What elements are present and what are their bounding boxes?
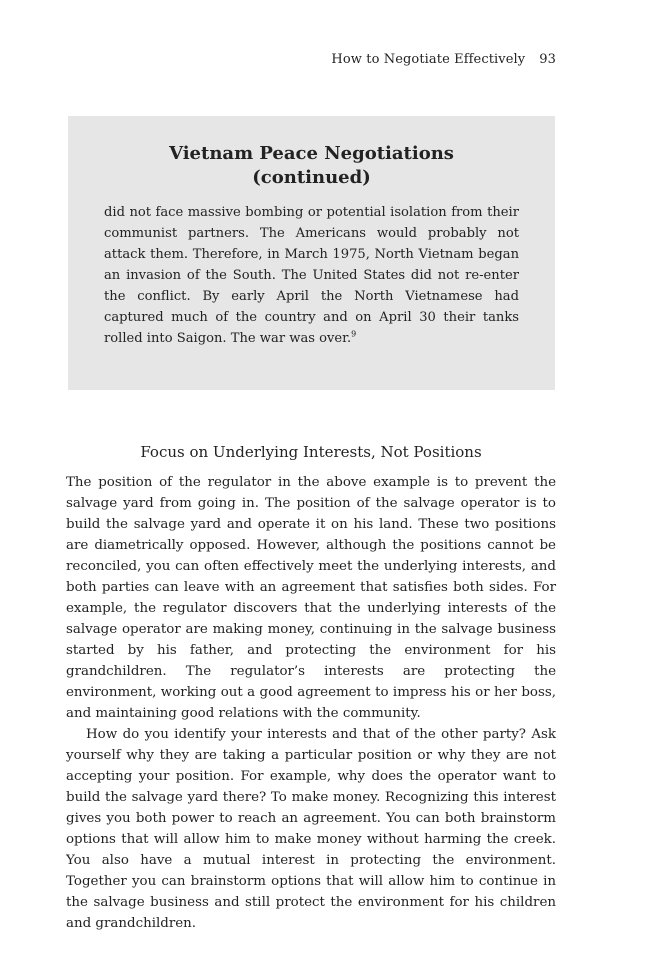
section-heading: Focus on Underlying Interests, Not Positions [140, 443, 482, 462]
main-text [66, 472, 556, 934]
sidebar-title-line1: Vietnam Peace Negotiations [169, 143, 454, 164]
running-head [66, 52, 556, 67]
sidebar-title [104, 142, 519, 190]
sidebar-body [104, 202, 519, 349]
paragraph-identify-interests: How do you identify your interests and that of the other party? Ask yourself why they are taking a particular position or why they are not accepting your position. For example, why does the operator want to build the salvage yard there? To make money. Recognizing this interest gives you both power to reach an agreement. You can both brainstorm options that will allow him to make money without harming the creek. You also have a mutual interest in protecting the environment. Together you can brainstorm options that will allow him to continue in the salvage business and still protect the environment for his children and grandchildren. [66, 727, 556, 931]
sidebar-box [68, 116, 555, 390]
page-number: 93 [539, 52, 556, 67]
sidebar-title-line2: (continued) [252, 167, 371, 188]
footnote-reference: 9 [351, 329, 357, 339]
paragraph-positions: The position of the regulator in the above example is to prevent the salvage yard from going in. The position of the salvage operator is to build the salvage yard and operate it on his land. These two positions are diametrically opposed. However, although the positions cannot be reconciled, you can often effectively meet the underlying interests, and both parties can leave with an agreement that satisfies both sides. For example, the regulator discovers that the underlying interests of the salvage operator are making money, continuing in the salvage business started by his father, and protecting the environment for his grandchildren. The regulator’s interests are protecting the environment, working out a good agreement to impress his or her boss, and maintaining good relations with the community. [66, 475, 556, 721]
sidebar-body-text: did not face massive bombing or potential isolation from their communist partners. The Americans would probably not attack them. Therefore, in March 1975, North Vietnam began an invasion of the South. The United States did not re-enter the conflict. By early April the North Vietnamese had captured much of the country and on April 30 their tanks rolled into Saigon. The war was over. [104, 205, 519, 346]
running-title: How to Negotiate Effectively [331, 52, 526, 67]
